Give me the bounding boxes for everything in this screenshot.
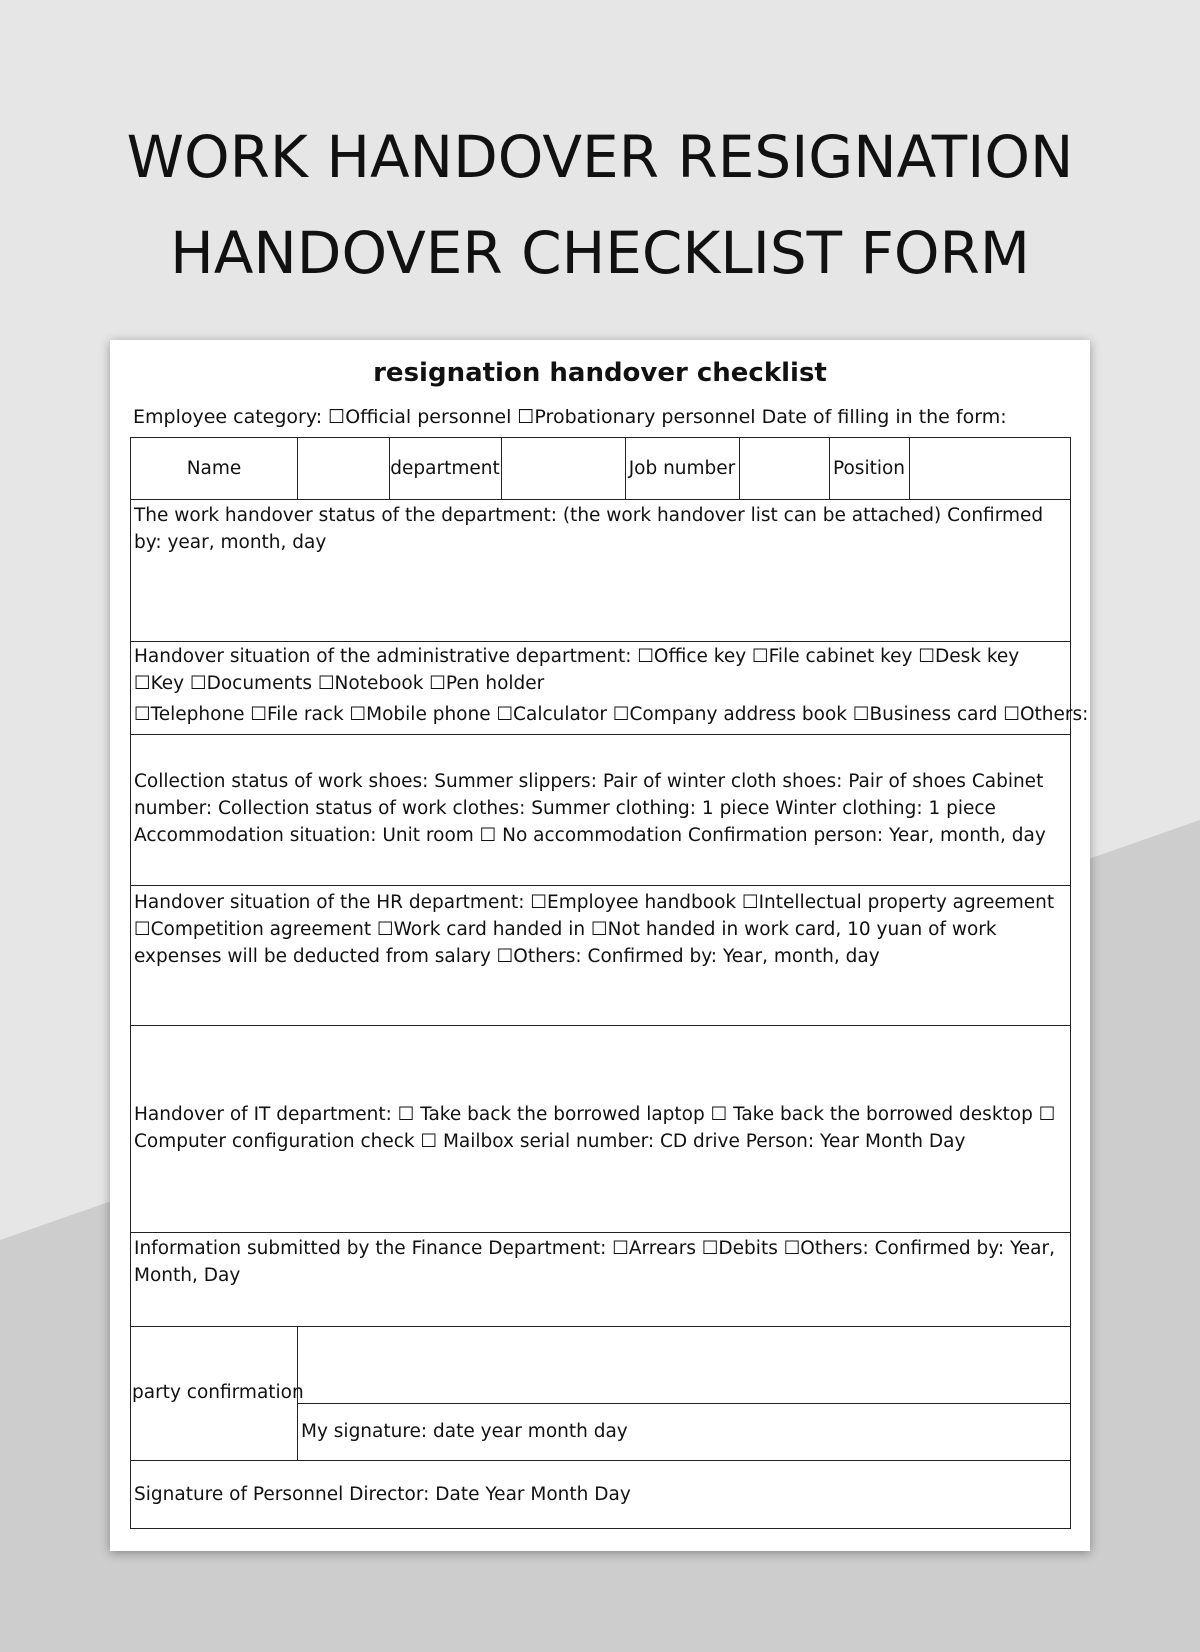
divider [297,438,298,499]
admin-handover-text-line2: ☐Telephone ☐File rack ☐Mobile phone ☐Calculator ☐Company address book ☐Business card ☐Others: [134,704,1089,725]
finance-row [131,1233,1070,1327]
divider [297,1327,298,1460]
department-handover-text: The work handover status of the department: (the work handover list can be attached) Confirmed by: year, month, day [134,505,1044,553]
divider [501,438,502,499]
employee-category-line: Employee category: ☐Official personnel ☐Probationary personnel Date of filling in the form: [133,406,1007,428]
name-label: Name [186,458,242,479]
party-confirmation-row [131,1327,1070,1461]
work-clothing-row [131,735,1070,886]
job-number-label: Job number [628,458,736,479]
form-sheet [110,340,1090,1551]
page-title-line1: WORK HANDOVER RESIGNATION [126,123,1074,191]
department-label: department [390,458,500,479]
director-signature-text: Signature of Personnel Director: Date Year Month Day [134,1484,631,1505]
finance-text: Information submitted by the Finance Department: ☐Arrears ☐Debits ☐Others: Confirmed by: Year, Month, Day [134,1238,1056,1286]
checklist-table [130,437,1089,1529]
header-row [131,438,1070,500]
department-handover-row [131,500,1070,642]
divider [297,1403,1070,1404]
form-title: resignation handover checklist [373,358,827,388]
director-signature-row [131,1461,1070,1529]
divider [739,438,740,499]
divider [909,438,910,499]
page-title-line2: HANDOVER CHECKLIST FORM [170,219,1030,287]
hr-handover-text: Handover situation of the HR department: ☐Employee handbook ☐Intellectual property agreement ☐Competition agreement ☐Work card handed in ☐Not handed in work card, 10 yuan of work expenses will be deducted from salary ☐Others: Confirmed by: Year, month, day [134,892,1055,967]
party-confirmation-label: party confirmation [132,1382,304,1403]
admin-handover-row [131,642,1089,735]
it-handover-text: Handover of IT department: ☐ Take back the borrowed laptop ☐ Take back the borrowed desktop ☐ Computer configuration check ☐ Mailbox serial number: CD drive Person: Year Month Day [134,1104,1056,1152]
my-signature-text: My signature: date year month day [301,1421,628,1442]
admin-handover-text: Handover situation of the administrative department: ☐Office key ☐File cabinet key ☐Desk key ☐Key ☐Documents ☐Notebook ☐Pen holder [134,646,1020,694]
position-label: Position [832,458,906,479]
it-handover-row [131,1026,1070,1233]
hr-handover-row [131,886,1070,1026]
work-clothing-text: Collection status of work shoes: Summer slippers: Pair of winter cloth shoes: Pair of shoes Cabinet number: Collection status of work clothes: Summer clothing: 1 piece Winter clothing: 1 piece Accommodation situation: Unit room ☐ No accommodation Confirmation person: Year, month, day [134,771,1046,846]
